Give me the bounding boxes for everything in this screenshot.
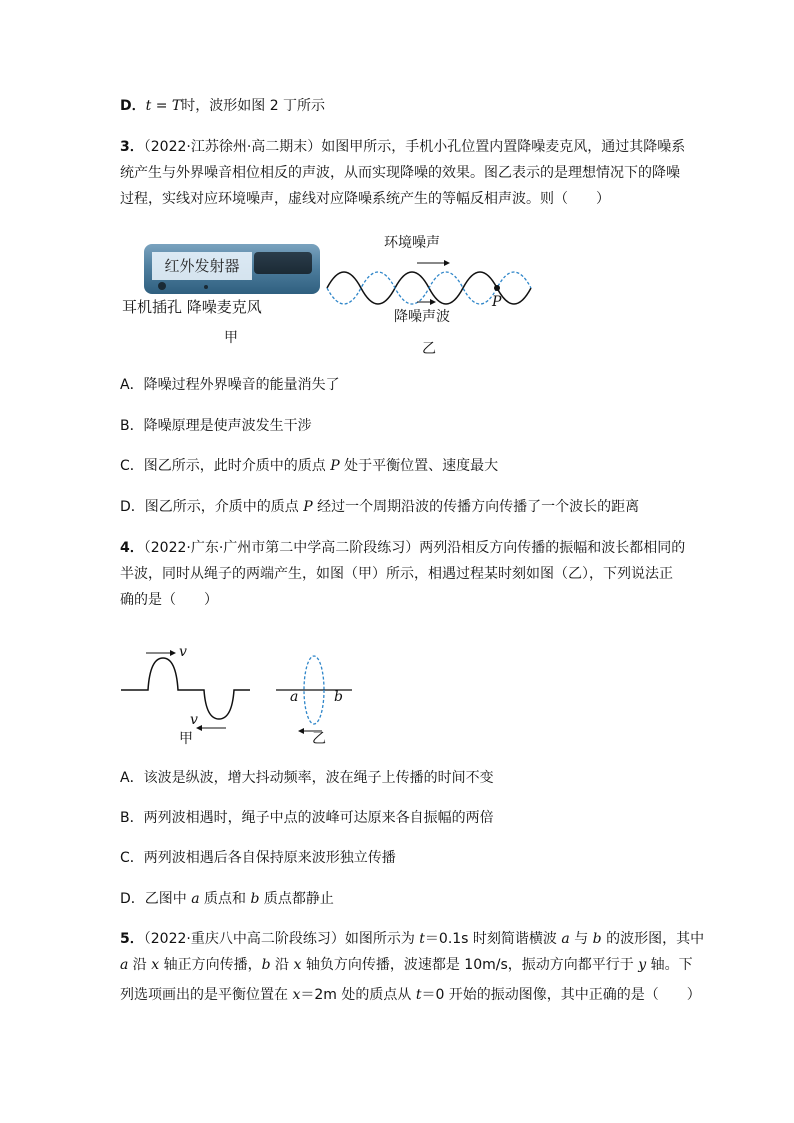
point-p-marker: [494, 285, 500, 291]
fig-yi-name: 乙: [422, 341, 436, 357]
q4-option-d: D．乙图中 a 质点和 b 质点都静止: [120, 891, 334, 907]
microphone-hole-icon: [204, 285, 208, 289]
point-b-label: b: [334, 689, 343, 705]
q4-stem-line-2: 半波，同时从绳子的两端产生，如图（甲）所示，相遇过程某时刻如图（乙），下列说法正: [120, 566, 673, 582]
q3-option-b: B．降噪原理是使声波发生干涉: [120, 418, 312, 434]
phone-photo: [144, 244, 320, 294]
phone-camera: [254, 252, 312, 274]
q3-option-a: A．降噪过程外界噪音的能量消失了: [120, 377, 340, 393]
rope-with-pulses: [121, 658, 250, 719]
headphone-jack-icon: [158, 282, 166, 290]
q4-option-a: A．该波是纵波，增大抖动频率，波在绳子上传播的时间不变: [120, 770, 494, 786]
cancel-wave-label: 降噪声波: [394, 309, 450, 325]
q5-stem-line-2: a 沿 x 轴正方向传播，b 沿 x 轴负方向传播，波速都是 10m/s，振动方向都平行于 y 轴。下: [120, 957, 693, 973]
q5-stem-line-1: 5．（2022·重庆八中高二阶段练习）如图所示为 t＝0.1s 时刻简谐横波 a 与 b 的波形图，其中: [120, 931, 705, 947]
q2-option-d: D．t = T时，波形如图 2 丁所示: [120, 98, 326, 114]
fig-jia-name: 甲: [224, 330, 238, 346]
q5-stem-line-3: 列选项画出的是平衡位置在 x＝2m 处的质点从 t＝0 开始的振动图像，其中正确的是（ ）: [120, 987, 701, 1003]
q4-option-b: B．两列波相遇时，绳子中点的波峰可达原来各自振幅的两倍: [120, 810, 494, 826]
superposition-diagram: [272, 652, 362, 732]
env-noise-label: 环境噪声: [384, 235, 440, 251]
q3-stem-line-1: 3．（2022·江苏徐州·高二期末）如图甲所示，手机小孔位置内置降噪麦克风，通过其降噪系: [120, 139, 686, 155]
q3-option-d: D．图乙所示，介质中的质点 P 经过一个周期沿波的传播方向传播了一个波长的距离: [120, 499, 640, 515]
fig-jia-name-q4: 甲: [179, 731, 193, 747]
fig-yi-name-q4: 乙: [312, 731, 326, 747]
q3-option-c: C．图乙所示，此时介质中的质点 P 处于平衡位置、速度最大: [120, 458, 499, 474]
q4-stem-line-3: 确的是（ ）: [120, 592, 218, 608]
q3-stem-line-2: 统产生与外界噪音相位相反的声波，从而实现降噪的效果。图乙表示的是理想情况下的降噪: [120, 165, 680, 181]
fig-jia-caption: 耳机插孔 降噪麦克风: [122, 298, 262, 316]
infrared-emitter-label: 红外发射器: [152, 252, 252, 280]
point-a-label: a: [290, 689, 299, 705]
point-p-label: P: [492, 294, 502, 310]
velocity-label-bottom: v: [190, 712, 198, 728]
half-pulses-diagram: [118, 643, 258, 738]
q4-stem-line-1: 4．（2022·广东·广州市第二中学高二阶段练习）两列沿相反方向传播的振幅和波长都相同的: [120, 540, 686, 556]
velocity-label-top: v: [179, 644, 187, 660]
q3-stem-line-3: 过程，实线对应环境噪声，虚线对应降噪系统产生的等幅反相声波。则（ ）: [120, 191, 610, 207]
q4-option-c: C．两列波相遇后各自保持原来波形独立传播: [120, 850, 396, 866]
